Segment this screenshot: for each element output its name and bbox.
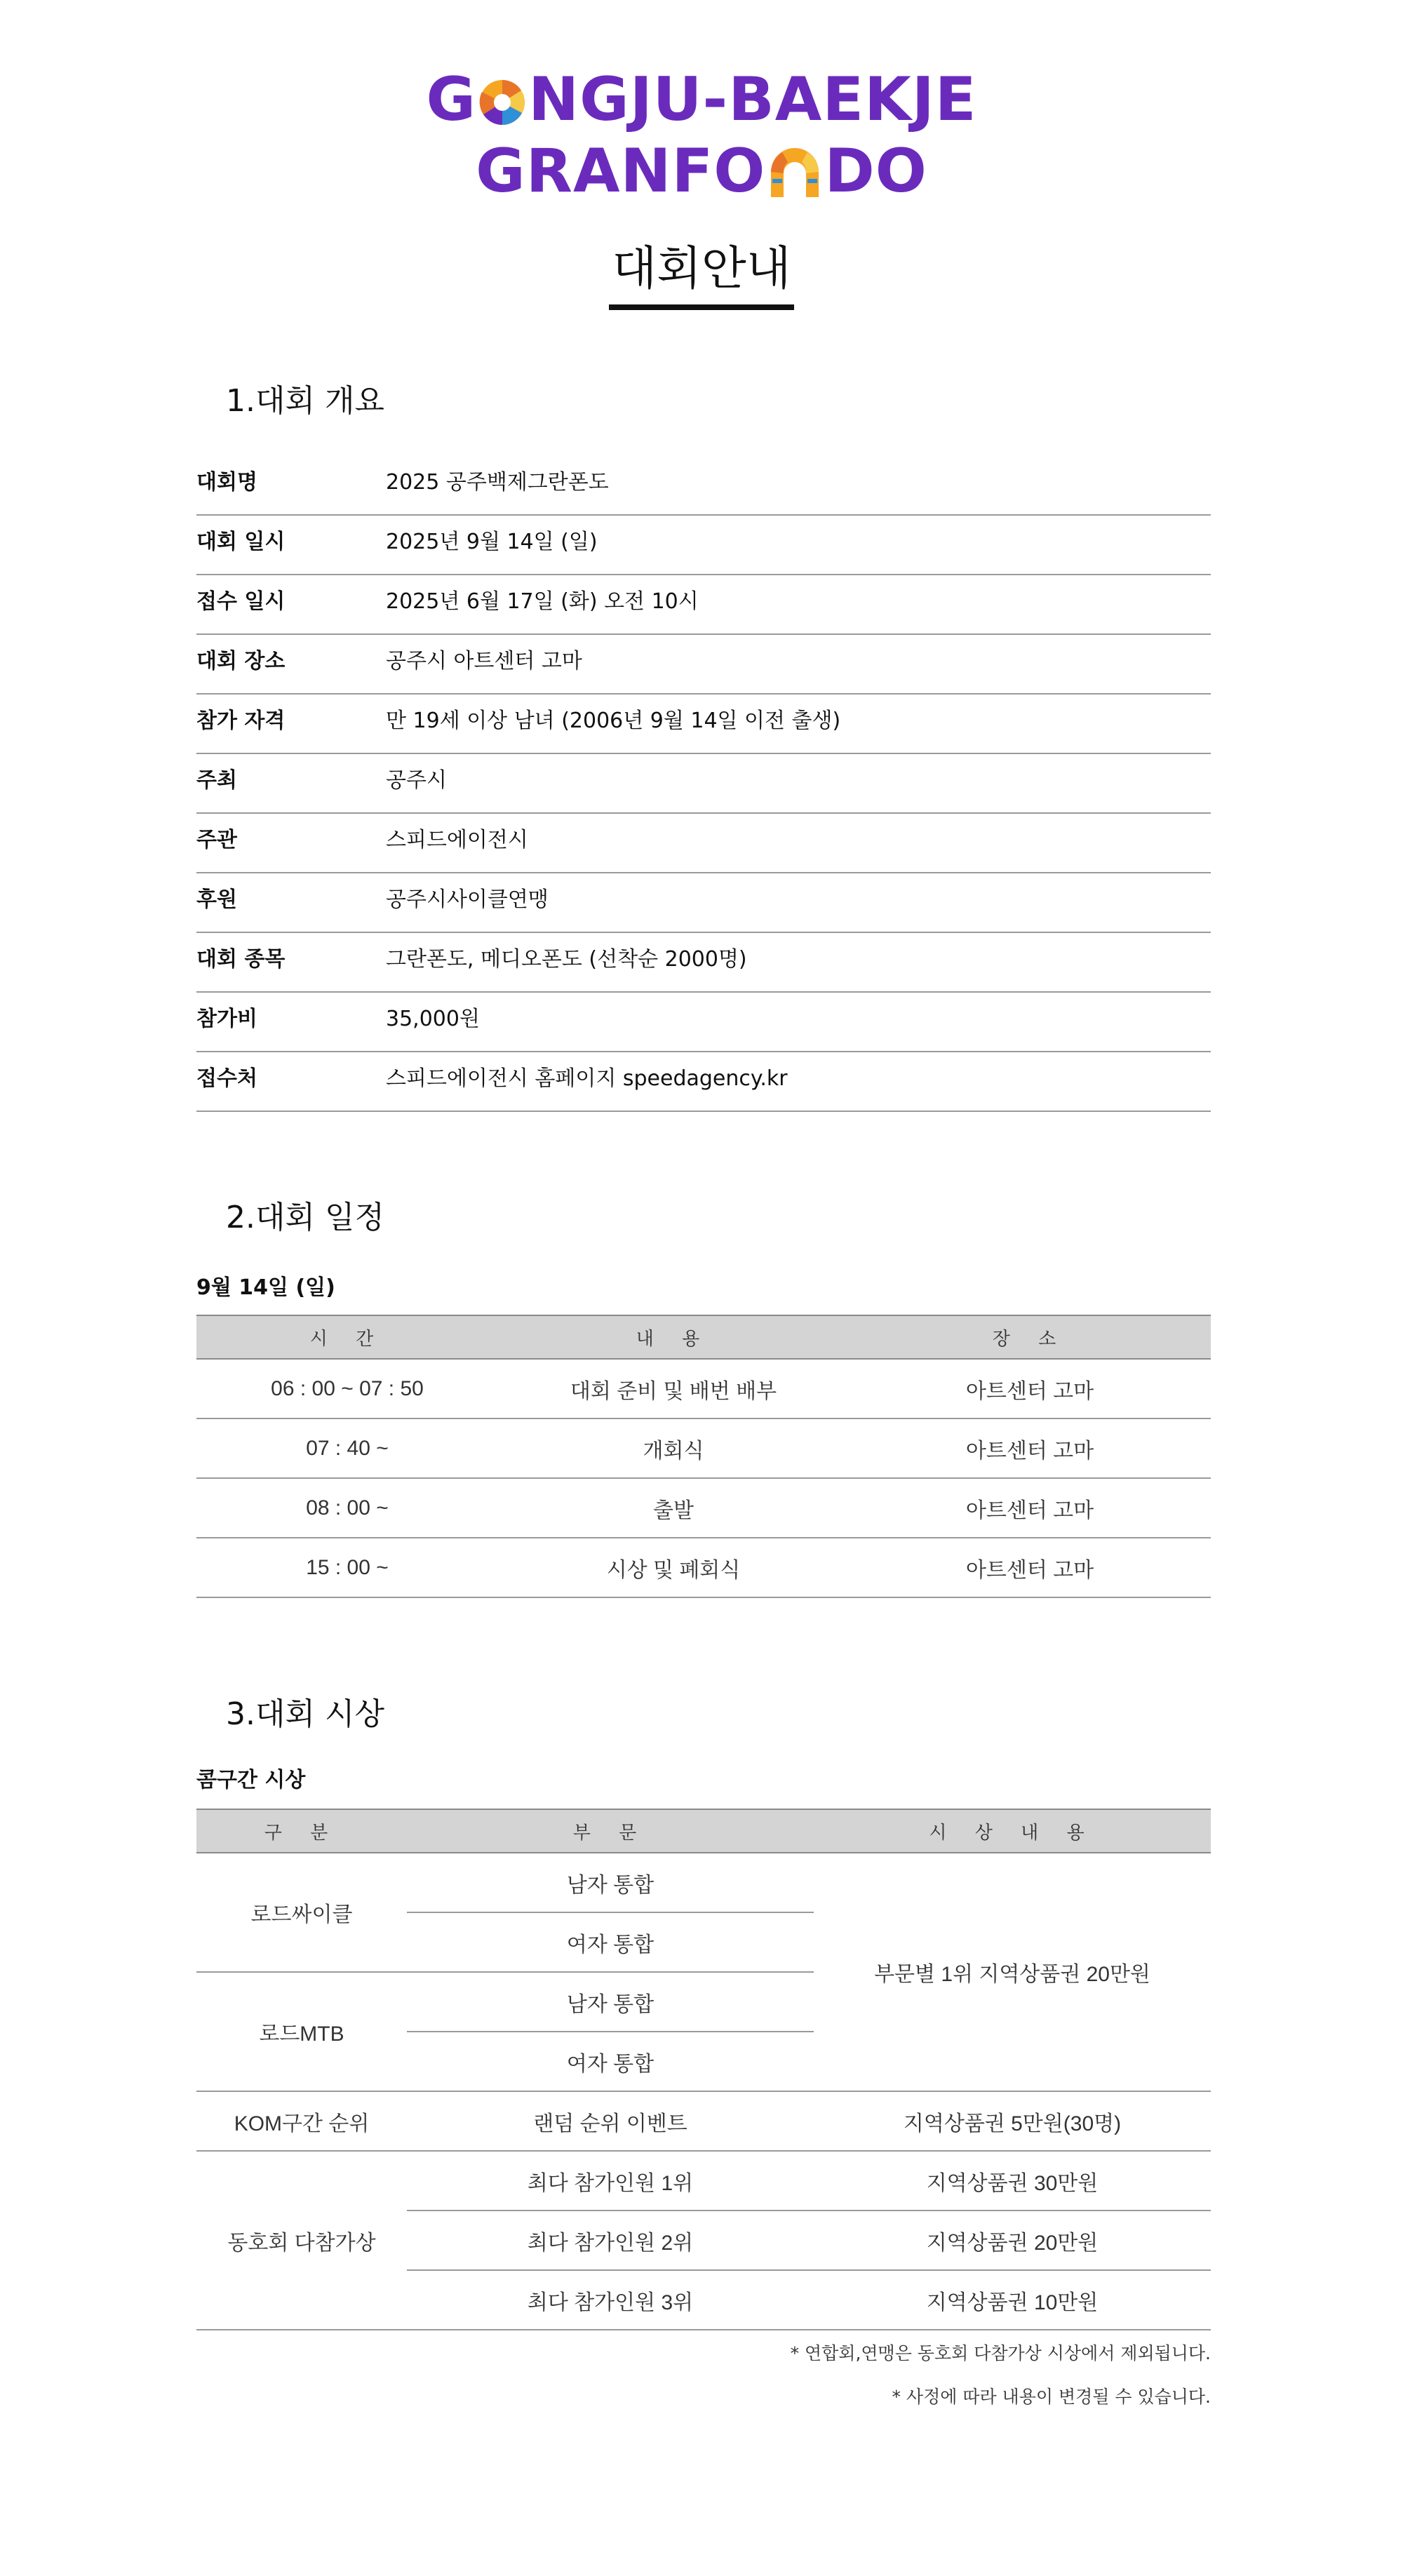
arch-logo-icon — [767, 147, 823, 199]
overview-label: 대회 종목 — [196, 947, 286, 972]
overview-value: 공주시사이클연맹 — [386, 887, 549, 912]
overview-table — [196, 456, 1211, 1112]
overview-value: 그란폰도, 메디오폰도 (선착순 2000명) — [386, 947, 747, 972]
table-row — [196, 2151, 1211, 2211]
overview-value: 35,000원 — [386, 1007, 480, 1031]
overview-label: 참가 자격 — [196, 709, 286, 733]
header-category: 구 분 — [196, 1809, 407, 1853]
award-category: 로드MTB — [196, 1972, 407, 2091]
overview-row — [196, 873, 1211, 933]
table-row — [196, 1359, 1211, 1418]
award-prize: 지역상품권 10만원 — [814, 2270, 1211, 2330]
overview-value: 공주시 — [386, 768, 447, 793]
footnote: * 사정에 따라 내용이 변경될 수 있습니다. — [892, 2387, 1211, 2407]
award-division: 최다 참가인원 2위 — [407, 2211, 814, 2270]
overview-label: 접수처 — [196, 1066, 257, 1091]
table-header-row — [196, 1809, 1211, 1853]
table-row — [196, 1853, 1211, 1912]
header-content: 내 용 — [498, 1315, 849, 1359]
schedule-place: 아트센터 고마 — [849, 1418, 1211, 1478]
schedule-content: 개회식 — [498, 1418, 849, 1478]
schedule-time: 07 : 40 ~ — [196, 1418, 498, 1478]
table-row — [196, 1418, 1211, 1478]
schedule-content: 시상 및 폐회식 — [498, 1538, 849, 1597]
award-prize: 지역상품권 5만원(30명) — [814, 2091, 1211, 2151]
awards-table — [196, 1809, 1211, 2330]
wheel-logo-icon — [478, 78, 527, 127]
award-division: 랜덤 순위 이벤트 — [407, 2091, 814, 2151]
schedule-place: 아트센터 고마 — [849, 1359, 1211, 1418]
overview-row — [196, 575, 1211, 635]
schedule-time: 08 : 00 ~ — [196, 1478, 498, 1538]
overview-row — [196, 456, 1211, 516]
schedule-content: 출발 — [498, 1478, 849, 1538]
overview-label: 대회 장소 — [196, 649, 286, 673]
logo-line-2: GRANFO DO — [476, 136, 927, 206]
overview-value: 2025 공주백제그란폰도 — [386, 470, 609, 495]
award-category: KOM구간 순위 — [196, 2091, 407, 2151]
overview-row — [196, 695, 1211, 754]
award-category: 로드싸이클 — [196, 1853, 407, 1972]
page-title: 대회안내 — [0, 237, 1403, 310]
logo-line-1: G NGJU-BAEKJE — [426, 65, 977, 135]
table-header-row — [196, 1315, 1211, 1359]
schedule-content: 대회 준비 및 배번 배부 — [498, 1359, 849, 1418]
awards-subtitle: 콤구간 시상 — [196, 1768, 306, 1792]
overview-row — [196, 993, 1211, 1052]
schedule-date: 9월 14일 (일) — [196, 1275, 335, 1300]
overview-row — [196, 814, 1211, 873]
overview-label: 대회명 — [196, 470, 257, 495]
schedule-section-title: 2.대회 일정 — [226, 1200, 384, 1235]
header-division: 부 문 — [407, 1809, 814, 1853]
event-logo — [0, 65, 1403, 206]
overview-section-title: 1.대회 개요 — [226, 383, 384, 419]
schedule-table — [196, 1315, 1211, 1598]
award-prize: 지역상품권 30만원 — [814, 2151, 1211, 2211]
award-prize: 지역상품권 20만원 — [814, 2211, 1211, 2270]
footnote: * 연합회,연맹은 동호회 다참가상 시상에서 제외됩니다. — [790, 2343, 1211, 2363]
awards-section-title: 3.대회 시상 — [226, 1696, 384, 1732]
table-row — [196, 1538, 1211, 1597]
overview-row — [196, 933, 1211, 993]
overview-label: 후원 — [196, 887, 237, 912]
award-division: 여자 통합 — [407, 2032, 814, 2091]
award-category: 동호회 다참가상 — [196, 2151, 407, 2330]
overview-label: 대회 일시 — [196, 530, 286, 554]
award-prize: 부문별 1위 지역상품권 20만원 — [814, 1853, 1211, 2091]
overview-label: 참가비 — [196, 1007, 257, 1031]
overview-value: 2025년 9월 14일 (일) — [386, 530, 598, 554]
overview-label: 주최 — [196, 768, 237, 793]
overview-row — [196, 635, 1211, 695]
award-division: 최다 참가인원 3위 — [407, 2270, 814, 2330]
overview-row — [196, 1052, 1211, 1112]
overview-label: 주관 — [196, 828, 237, 852]
header-place: 장 소 — [849, 1315, 1211, 1359]
schedule-time: 15 : 00 ~ — [196, 1538, 498, 1597]
overview-value: 스피드에이전시 홈페이지 speedagency.kr — [386, 1066, 788, 1091]
overview-label: 접수 일시 — [196, 589, 286, 614]
overview-row — [196, 754, 1211, 814]
table-row — [196, 1478, 1211, 1538]
award-division: 남자 통합 — [407, 1853, 814, 1912]
header-prize: 시 상 내 용 — [814, 1809, 1211, 1853]
header-time: 시 간 — [196, 1315, 498, 1359]
overview-value: 만 19세 이상 남녀 (2006년 9월 14일 이전 출생) — [386, 709, 841, 733]
overview-row — [196, 516, 1211, 575]
overview-value: 스피드에이전시 — [386, 828, 528, 852]
overview-value: 2025년 6월 17일 (화) 오전 10시 — [386, 589, 699, 614]
schedule-place: 아트센터 고마 — [849, 1538, 1211, 1597]
table-row — [196, 2091, 1211, 2151]
award-division: 최다 참가인원 1위 — [407, 2151, 814, 2211]
overview-value: 공주시 아트센터 고마 — [386, 649, 582, 673]
schedule-place: 아트센터 고마 — [849, 1478, 1211, 1538]
award-division: 여자 통합 — [407, 1912, 814, 1972]
award-division: 남자 통합 — [407, 1972, 814, 2032]
schedule-time: 06 : 00 ~ 07 : 50 — [196, 1359, 498, 1418]
